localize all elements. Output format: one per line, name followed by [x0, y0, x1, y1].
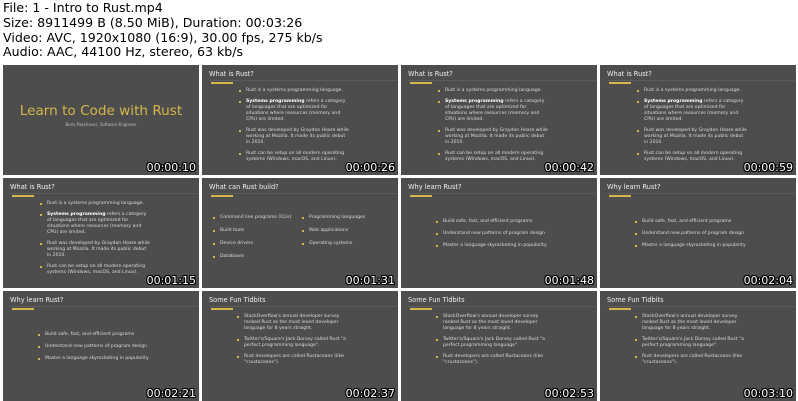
bullet-item: Twitter's/Square's Jack Dorsey called Rust "a perfect programming language". [435, 337, 553, 349]
title-rule [607, 306, 795, 307]
thumbnail-4[interactable] [600, 65, 796, 175]
timestamp: 00:01:48 [544, 274, 594, 287]
bullet-item: Rust developers are called Rustaceans (like "crustaceans"). [634, 354, 752, 366]
timestamp: 00:02:21 [146, 387, 196, 400]
title-rule [607, 80, 795, 81]
accent-bar [410, 308, 432, 310]
title-rule [607, 193, 795, 194]
bullet-item: Understand new patterns of program design [37, 344, 187, 350]
video-info: Video: AVC, 1920x1080 (16:9), 30.00 fps, 275 kb/s [3, 29, 323, 45]
accent-bar [211, 195, 233, 197]
accent-bar [12, 195, 34, 197]
bullet-item: Rust can be setup on all modern operating systems (Windows, macOS, and Linux). [39, 264, 151, 276]
slide-title: What is Rust? [408, 70, 453, 78]
build-list-left [212, 215, 294, 260]
timestamp: 00:00:42 [544, 161, 594, 174]
bullet-item: Master a language skyrocketing in popularity [37, 356, 187, 362]
slide-title: Some Fun Tidbits [209, 296, 266, 304]
accent-bar [609, 82, 631, 84]
slide-title: What is Rust? [607, 70, 652, 78]
bullet-item: Master a language skyrocketing in popularity [634, 243, 784, 249]
file-size-duration: Size: 8911499 B (8.50 MiB), Duration: 00:03:26 [3, 14, 303, 30]
bullet-list [238, 88, 350, 163]
course-title: Learn to Code with Rust [19, 103, 183, 119]
thumbnail-6[interactable] [202, 178, 398, 288]
course-subtitle: Boris Paskhaver, Software Engineer [65, 122, 137, 127]
bullet-item: Rust can be setup on all modern operating systems (Windows, macOS, and Linux). [238, 151, 350, 163]
bullet-list [39, 201, 151, 276]
bullet-item: Understand new patterns of program design [634, 231, 784, 237]
bullet-item: Build tools [212, 228, 294, 234]
timestamp: 00:00:10 [146, 161, 196, 174]
title-rule [209, 306, 397, 307]
bullet-item: Rust was developed by Graydon Hoare while working at Mozilla. It made its public debut in 2010. [636, 128, 748, 146]
bullet-item: StackOverflow's annual developer survey ranked Rust as the most loved developer language for 8 years straight. [634, 314, 752, 332]
accent-bar [609, 308, 631, 310]
bullet-item: Rust was developed by Graydon Hoare while working at Mozilla. It made its public debut in 2010. [437, 128, 549, 146]
bullet-strong: Systems programming [47, 212, 106, 217]
bullet-item [437, 99, 549, 123]
bullet-item: Rust is a systems programming language. [238, 88, 350, 94]
bullet-item: Web applications [301, 228, 391, 234]
timestamp: 00:00:59 [743, 161, 793, 174]
bullet-item: StackOverflow's annual developer survey ranked Rust as the most loved developer language for 8 years straight. [236, 314, 354, 332]
accent-bar [410, 82, 432, 84]
accent-bar [12, 308, 34, 310]
thumbnail-3[interactable] [401, 65, 597, 175]
bullet-item: Twitter's/Square's Jack Dorsey called Rust "a perfect programming language". [236, 337, 354, 349]
bullet-item: Rust developers are called Rustaceans (like "crustaceans"). [236, 354, 354, 366]
bullet-list [236, 314, 354, 366]
timestamp: 00:01:31 [345, 274, 395, 287]
thumbnail-1[interactable] [3, 65, 199, 175]
bullet-item: Master a language skyrocketing in popularity [435, 243, 585, 249]
title-rule [209, 193, 397, 194]
slide-title: Why learn Rust? [607, 183, 661, 191]
bullet-item: Command line programs (CLIs) [212, 215, 294, 221]
bullet-item: Rust is a systems programming language. [39, 201, 151, 207]
file-name: File: 1 - Intro to Rust.mp4 [3, 0, 163, 15]
bullet-rest: refers a category of languages that are optimized for situations where resources (memory and CPU) are limited. [644, 99, 744, 122]
bullet-item [636, 99, 748, 123]
bullet-item [39, 212, 151, 236]
thumbnail-10[interactable] [202, 291, 398, 401]
thumbnail-grid [3, 65, 797, 401]
audio-info: Audio: AAC, 44100 Hz, stereo, 63 kb/s [3, 44, 244, 60]
bullet-item: Device drivers [212, 241, 294, 247]
bullet-list [435, 219, 585, 249]
bullet-list [636, 88, 748, 163]
bullet-item: Build safe, fast, and efficient programs [634, 219, 784, 225]
bullet-list [435, 314, 553, 366]
bullet-rest: refers a category of languages that are optimized for situations where resources (memory and CPU) are limited. [246, 99, 346, 122]
bullet-item: Twitter's/Square's Jack Dorsey called Rust "a perfect programming language". [634, 337, 752, 349]
slide-title: Some Fun Tidbits [408, 296, 465, 304]
timestamp: 00:03:10 [743, 387, 793, 400]
bullet-item: Rust was developed by Graydon Hoare while working at Mozilla. It made its public debut in 2010. [238, 128, 350, 146]
bullet-list [634, 219, 784, 249]
bullet-item: Rust can be setup on all modern operating systems (Windows, macOS, and Linux). [437, 151, 549, 163]
title-rule [408, 306, 596, 307]
bullet-item: Databases [212, 254, 294, 260]
bullet-item [238, 99, 350, 123]
slide-title: What can Rust build? [209, 183, 279, 191]
file-info-header [3, 1, 323, 60]
bullet-strong: Systems programming [445, 99, 504, 104]
bullet-list [37, 332, 187, 362]
title-rule [10, 306, 198, 307]
slide-title: What is Rust? [10, 183, 55, 191]
thumbnail-8[interactable] [600, 178, 796, 288]
bullet-item: Rust developers are called Rustaceans (like "crustaceans"). [435, 354, 553, 366]
timestamp: 00:02:04 [743, 274, 793, 287]
title-rule [209, 80, 397, 81]
timestamp: 00:00:26 [345, 161, 395, 174]
bullet-item: Rust is a systems programming language. [636, 88, 748, 94]
thumbnail-11[interactable] [401, 291, 597, 401]
bullet-list [634, 314, 752, 366]
slide-title: Why learn Rust? [10, 296, 64, 304]
bullet-item: Programming languages [301, 215, 391, 221]
slide-title: Why learn Rust? [408, 183, 462, 191]
accent-bar [211, 82, 233, 84]
bullet-item: Rust was developed by Graydon Hoare while working at Mozilla. It made its public debut in 2010. [39, 241, 151, 259]
bullet-item: StackOverflow's annual developer survey ranked Rust as the most loved developer language for 8 years straight. [435, 314, 553, 332]
bullet-item: Understand new patterns of program design [435, 231, 585, 237]
thumbnail-9[interactable] [3, 291, 199, 401]
bullet-item: Build safe, fast, and efficient programs [435, 219, 585, 225]
bullet-list [437, 88, 549, 163]
timestamp: 00:01:15 [146, 274, 196, 287]
bullet-rest: refers a category of languages that are optimized for situations where resources (memory and CPU) are limited. [47, 212, 147, 235]
title-rule [408, 80, 596, 81]
bullet-rest: refers a category of languages that are optimized for situations where resources (memory and CPU) are limited. [445, 99, 545, 122]
thumbnail-12[interactable] [600, 291, 796, 401]
thumbnail-2[interactable] [202, 65, 398, 175]
slide-title: Some Fun Tidbits [607, 296, 664, 304]
slide-title: What is Rust? [209, 70, 254, 78]
build-list-right [301, 215, 391, 247]
title-rule [408, 193, 596, 194]
accent-bar [211, 308, 233, 310]
bullet-strong: Systems programming [644, 99, 703, 104]
timestamp: 00:02:53 [544, 387, 594, 400]
bullet-item: Rust is a systems programming language. [437, 88, 549, 94]
title-rule [10, 193, 198, 194]
bullet-item: Operating systems [301, 241, 391, 247]
bullet-strong: Systems programming [246, 99, 305, 104]
bullet-item: Build safe, fast, and efficient programs [37, 332, 187, 338]
accent-bar [410, 195, 432, 197]
timestamp: 00:02:37 [345, 387, 395, 400]
thumbnail-5[interactable] [3, 178, 199, 288]
accent-bar [609, 195, 631, 197]
thumbnail-7[interactable] [401, 178, 597, 288]
bullet-item: Rust can be setup on all modern operating systems (Windows, macOS, and Linux). [636, 151, 748, 163]
